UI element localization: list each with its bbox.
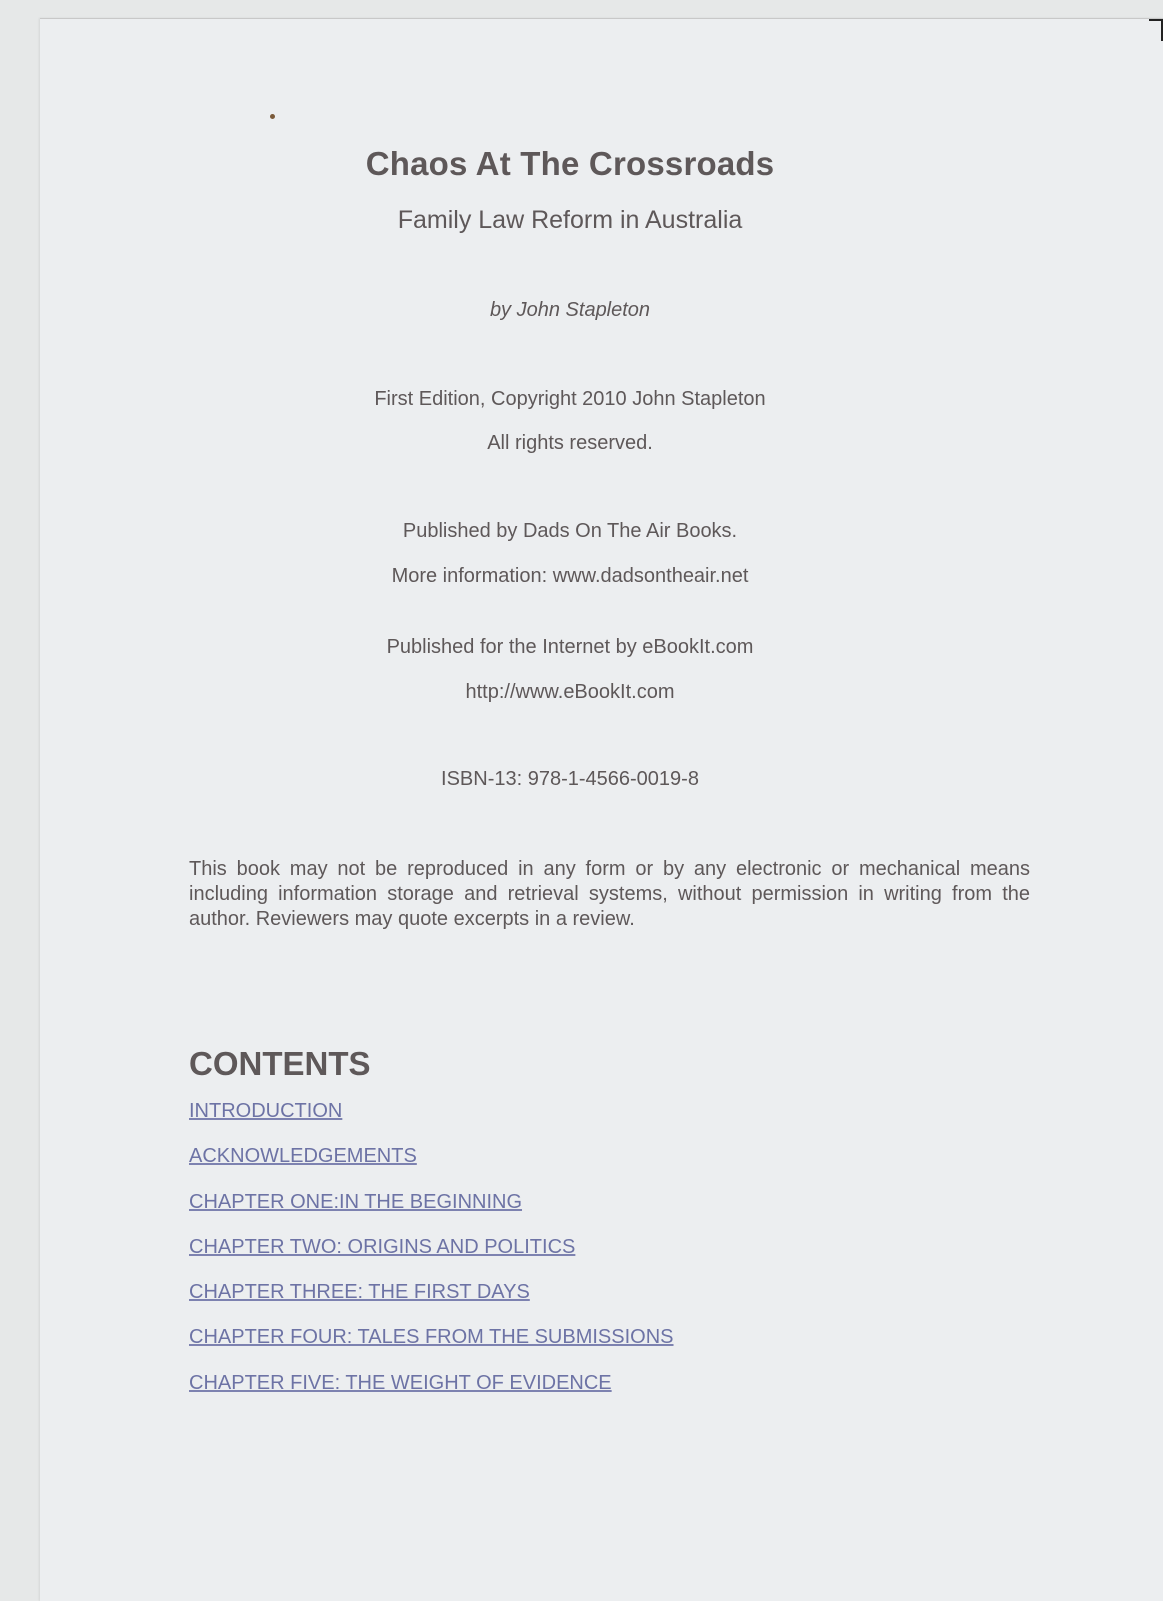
rights-line: All rights reserved. [487, 432, 653, 454]
isbn-line: ISBN-13: 978-1-4566-0019-8 [441, 768, 699, 790]
edition-line: First Edition, Copyright 2010 John Stapleton [374, 388, 766, 410]
toc-link-chapter-one[interactable]: CHAPTER ONE:IN THE BEGINNING [189, 1190, 523, 1213]
contents-heading: CONTENTS [189, 1045, 371, 1082]
copyright-notice: This book may not be reproduced in any form or by any electronic or mechanical means including information storage and retrieval systems, without permission in writing from the author. Reviewers may quote excerpts in a review. [189, 858, 1030, 930]
toc-item [189, 1145, 674, 1190]
publisher-line: Published by Dads On The Air Books. [402, 520, 738, 542]
toc-item [189, 1372, 674, 1417]
toc-link-chapter-five[interactable]: CHAPTER FIVE: THE WEIGHT OF EVIDENCE [189, 1371, 612, 1394]
toc-item [189, 1326, 674, 1371]
internet-publisher-line: Published for the Internet by eBookIt.com [386, 636, 754, 658]
toc-link-chapter-four[interactable]: CHAPTER FOUR: TALES FROM THE SUBMISSIONS [189, 1326, 674, 1349]
toc-item [189, 1100, 674, 1145]
toc-link-chapter-three[interactable]: CHAPTER THREE: THE FIRST DAYS [189, 1281, 530, 1304]
book-subtitle: Family Law Reform in Australia [397, 206, 743, 234]
paper-speck [270, 114, 275, 119]
table-of-contents [189, 1100, 674, 1417]
page-corner-mark [1149, 19, 1163, 41]
toc-link-introduction[interactable]: INTRODUCTION [189, 1100, 343, 1122]
book-title: Chaos At The Crossroads [365, 145, 775, 182]
internet-url-line: http://www.eBookIt.com [465, 681, 675, 703]
toc-link-acknowledgements[interactable]: ACKNOWLEDGEMENTS [189, 1145, 417, 1168]
toc-item [189, 1236, 674, 1281]
author-byline: by John Stapleton [489, 299, 651, 321]
more-info-line: More information: www.dadsontheair.net [391, 565, 749, 587]
toc-link-chapter-two[interactable]: CHAPTER TWO: ORIGINS AND POLITICS [189, 1235, 576, 1258]
toc-item [189, 1281, 674, 1326]
toc-item [189, 1191, 674, 1236]
